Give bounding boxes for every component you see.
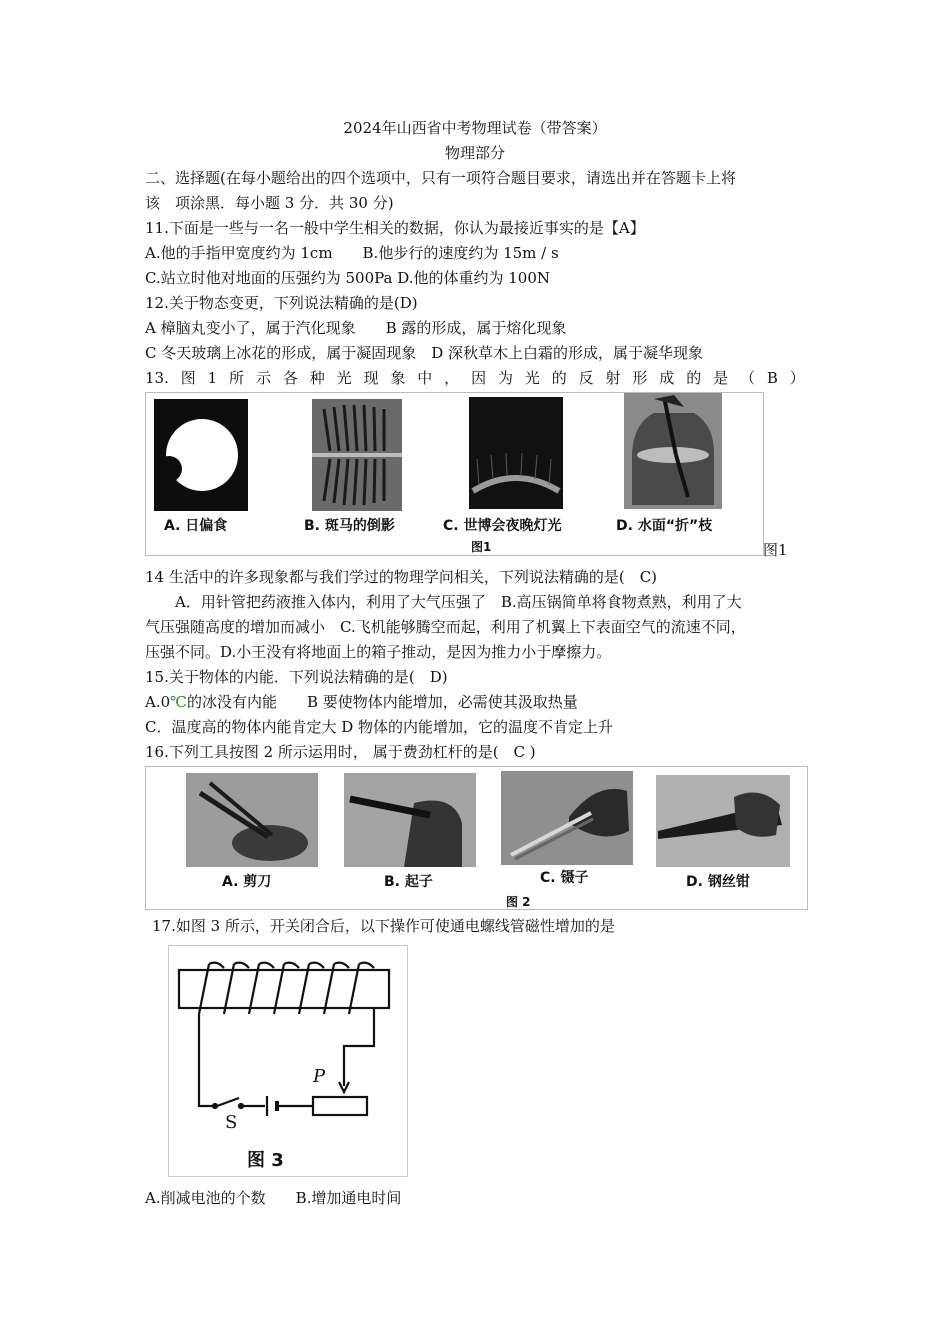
q13-stem-char: 是 <box>713 369 729 387</box>
fig2-caption-a: A. 剪刀 <box>222 874 272 890</box>
q13-stem-char: 反 <box>578 369 594 387</box>
solar-eclipse-image <box>154 399 248 511</box>
q13-stem-char: 形 <box>632 369 648 387</box>
q13-stem-char: ） <box>789 369 805 387</box>
q13-stem-char: 中 <box>417 369 433 387</box>
q13-stem-char: 的 <box>686 369 702 387</box>
q13-stem-char: （ <box>739 369 755 387</box>
q14-line-2: A．用针管把药液推入体内，利用了大气压强了 B.高压锅简单将食物煮熟，利用了大 <box>145 593 742 611</box>
q12-stem: 12.关于物态变更，下列说法精确的是(D) <box>145 294 418 312</box>
q17-stem: 17.如图 3 所示，开关闭合后，以下操作可使通电螺线管磁性增加的是 <box>152 917 615 935</box>
fig1-caption-b: B. 斑马的倒影 <box>304 518 395 534</box>
q13-stem-char: 因 <box>471 369 487 387</box>
q13-stem <box>145 368 805 388</box>
page-subtitle: 物理部分 <box>444 144 505 162</box>
q14-stem: 14 生活中的许多现象都与我们学过的物理学问相关，下列说法精确的是( C) <box>145 568 658 586</box>
figure-1 <box>145 392 764 556</box>
fig2-caption-b: B. 起子 <box>384 874 433 890</box>
switch-label-s: S <box>225 1112 238 1133</box>
q13-stem-char: 1 <box>207 369 218 387</box>
q13-stem-char: B <box>766 369 778 387</box>
q13-stem-char: ， <box>444 369 460 387</box>
fig1-caption-c: C. 世博会夜晚灯光 <box>443 518 562 534</box>
q13-stem-char: 成 <box>659 369 675 387</box>
q13-stem-char: 示 <box>255 369 271 387</box>
fig1-caption-d: D. 水面“折”枝 <box>616 518 713 534</box>
bent-branch-in-water-image <box>624 393 722 509</box>
q13-stem-char: 现 <box>363 369 379 387</box>
q13-stem-char: 光 <box>336 369 352 387</box>
zebra-reflection-image <box>312 399 402 511</box>
q17-options-ab: A.削减电池的个数 B.增加通电时间 <box>145 1189 402 1207</box>
bottle-opener-image <box>344 773 476 867</box>
q13-stem-char: 13. <box>145 369 169 387</box>
q11-options-cd: C.站立时他对地面的压强约为 500Pa D.他的体重约为 100N <box>145 269 551 287</box>
q16-stem: 16.下列工具按图 2 所示运用时， 属于费劲杠杆的是( C ) <box>145 743 536 761</box>
page-title: 2024年山西省中考物理试卷（带答案） <box>343 119 607 137</box>
figure-2 <box>145 766 808 910</box>
scissors-image <box>186 773 318 867</box>
q15-options-cd: C．温度高的物体内能肯定大 D 物体的内能增加，它的温度不肯定上升 <box>145 718 614 736</box>
q13-stem-char: 光 <box>524 369 540 387</box>
q13-stem-char: 射 <box>605 369 621 387</box>
q12-options-cd: C 冬天玻璃上冰花的形成，属于凝固现象 D 深秋草木上白霜的形成，属于凝华现象 <box>145 344 704 362</box>
figure-3 <box>168 945 408 1177</box>
q11-options-ab: A.他的手指甲宽度约为 1cm B.他步行的速度约为 15m / s <box>145 244 559 262</box>
section-header-line-1: 二、选择题(在每小题给出的四个选项中，只有一项符合题目要求，请选出并在答题卡上将 <box>145 169 736 187</box>
q13-stem-char: 象 <box>390 369 406 387</box>
section-header-line-2: 该 项涂黑．每小题 3 分．共 30 分) <box>145 194 394 212</box>
q14-line-3: 气压强随高度的增加而减小 C.飞机能够腾空而起，利用了机翼上下表面空气的流速不同， <box>145 618 746 636</box>
q13-stem-char: 图 <box>180 369 196 387</box>
q15-opt-a-prefix: A.0 <box>145 693 171 711</box>
q13-stem-char: 的 <box>551 369 567 387</box>
q13-stem-char: 为 <box>497 369 513 387</box>
q15-stem: 15.关于物体的内能．下列说法精确的是( D) <box>145 668 448 686</box>
expo-night-lights-image <box>469 397 563 509</box>
celsius-unit: ℃ <box>170 693 187 711</box>
q15-opt-a-rest: 的冰没有内能 B 要使物体内能增加，必需使其汲取热量 <box>186 693 578 711</box>
q12-options-ab: A 樟脑丸变小了，属于汽化现象 B 露的形成，属于熔化现象 <box>145 319 567 337</box>
fig3-label: 图 3 <box>247 1150 284 1171</box>
fig2-label: 图 2 <box>506 895 531 909</box>
tweezers-image <box>501 771 633 865</box>
fig1-caption-a: A. 日偏食 <box>164 518 228 534</box>
slider-label-p: P <box>313 1066 326 1087</box>
q13-stem-char: 所 <box>229 369 245 387</box>
fig1-label: 图1 <box>471 540 492 554</box>
fig2-caption-c: C. 镊子 <box>540 870 589 886</box>
q11-stem: 11.下面是一些与一名一般中学生相关的数据，你认为最接近事实的是【A】 <box>145 219 645 237</box>
q13-stem-char: 各 <box>282 369 298 387</box>
fig1-side-label: 图1 <box>763 541 788 559</box>
q13-stem-char: 种 <box>309 369 325 387</box>
solenoid-circuit-diagram <box>169 946 407 1176</box>
q14-line-4: 压强不同。D.小王没有将地面上的箱子推动，是因为推力小于摩擦力。 <box>145 643 612 661</box>
q15-options-ab <box>145 692 578 712</box>
wire-pliers-image <box>656 775 790 867</box>
fig2-caption-d: D. 钢丝钳 <box>686 874 750 890</box>
